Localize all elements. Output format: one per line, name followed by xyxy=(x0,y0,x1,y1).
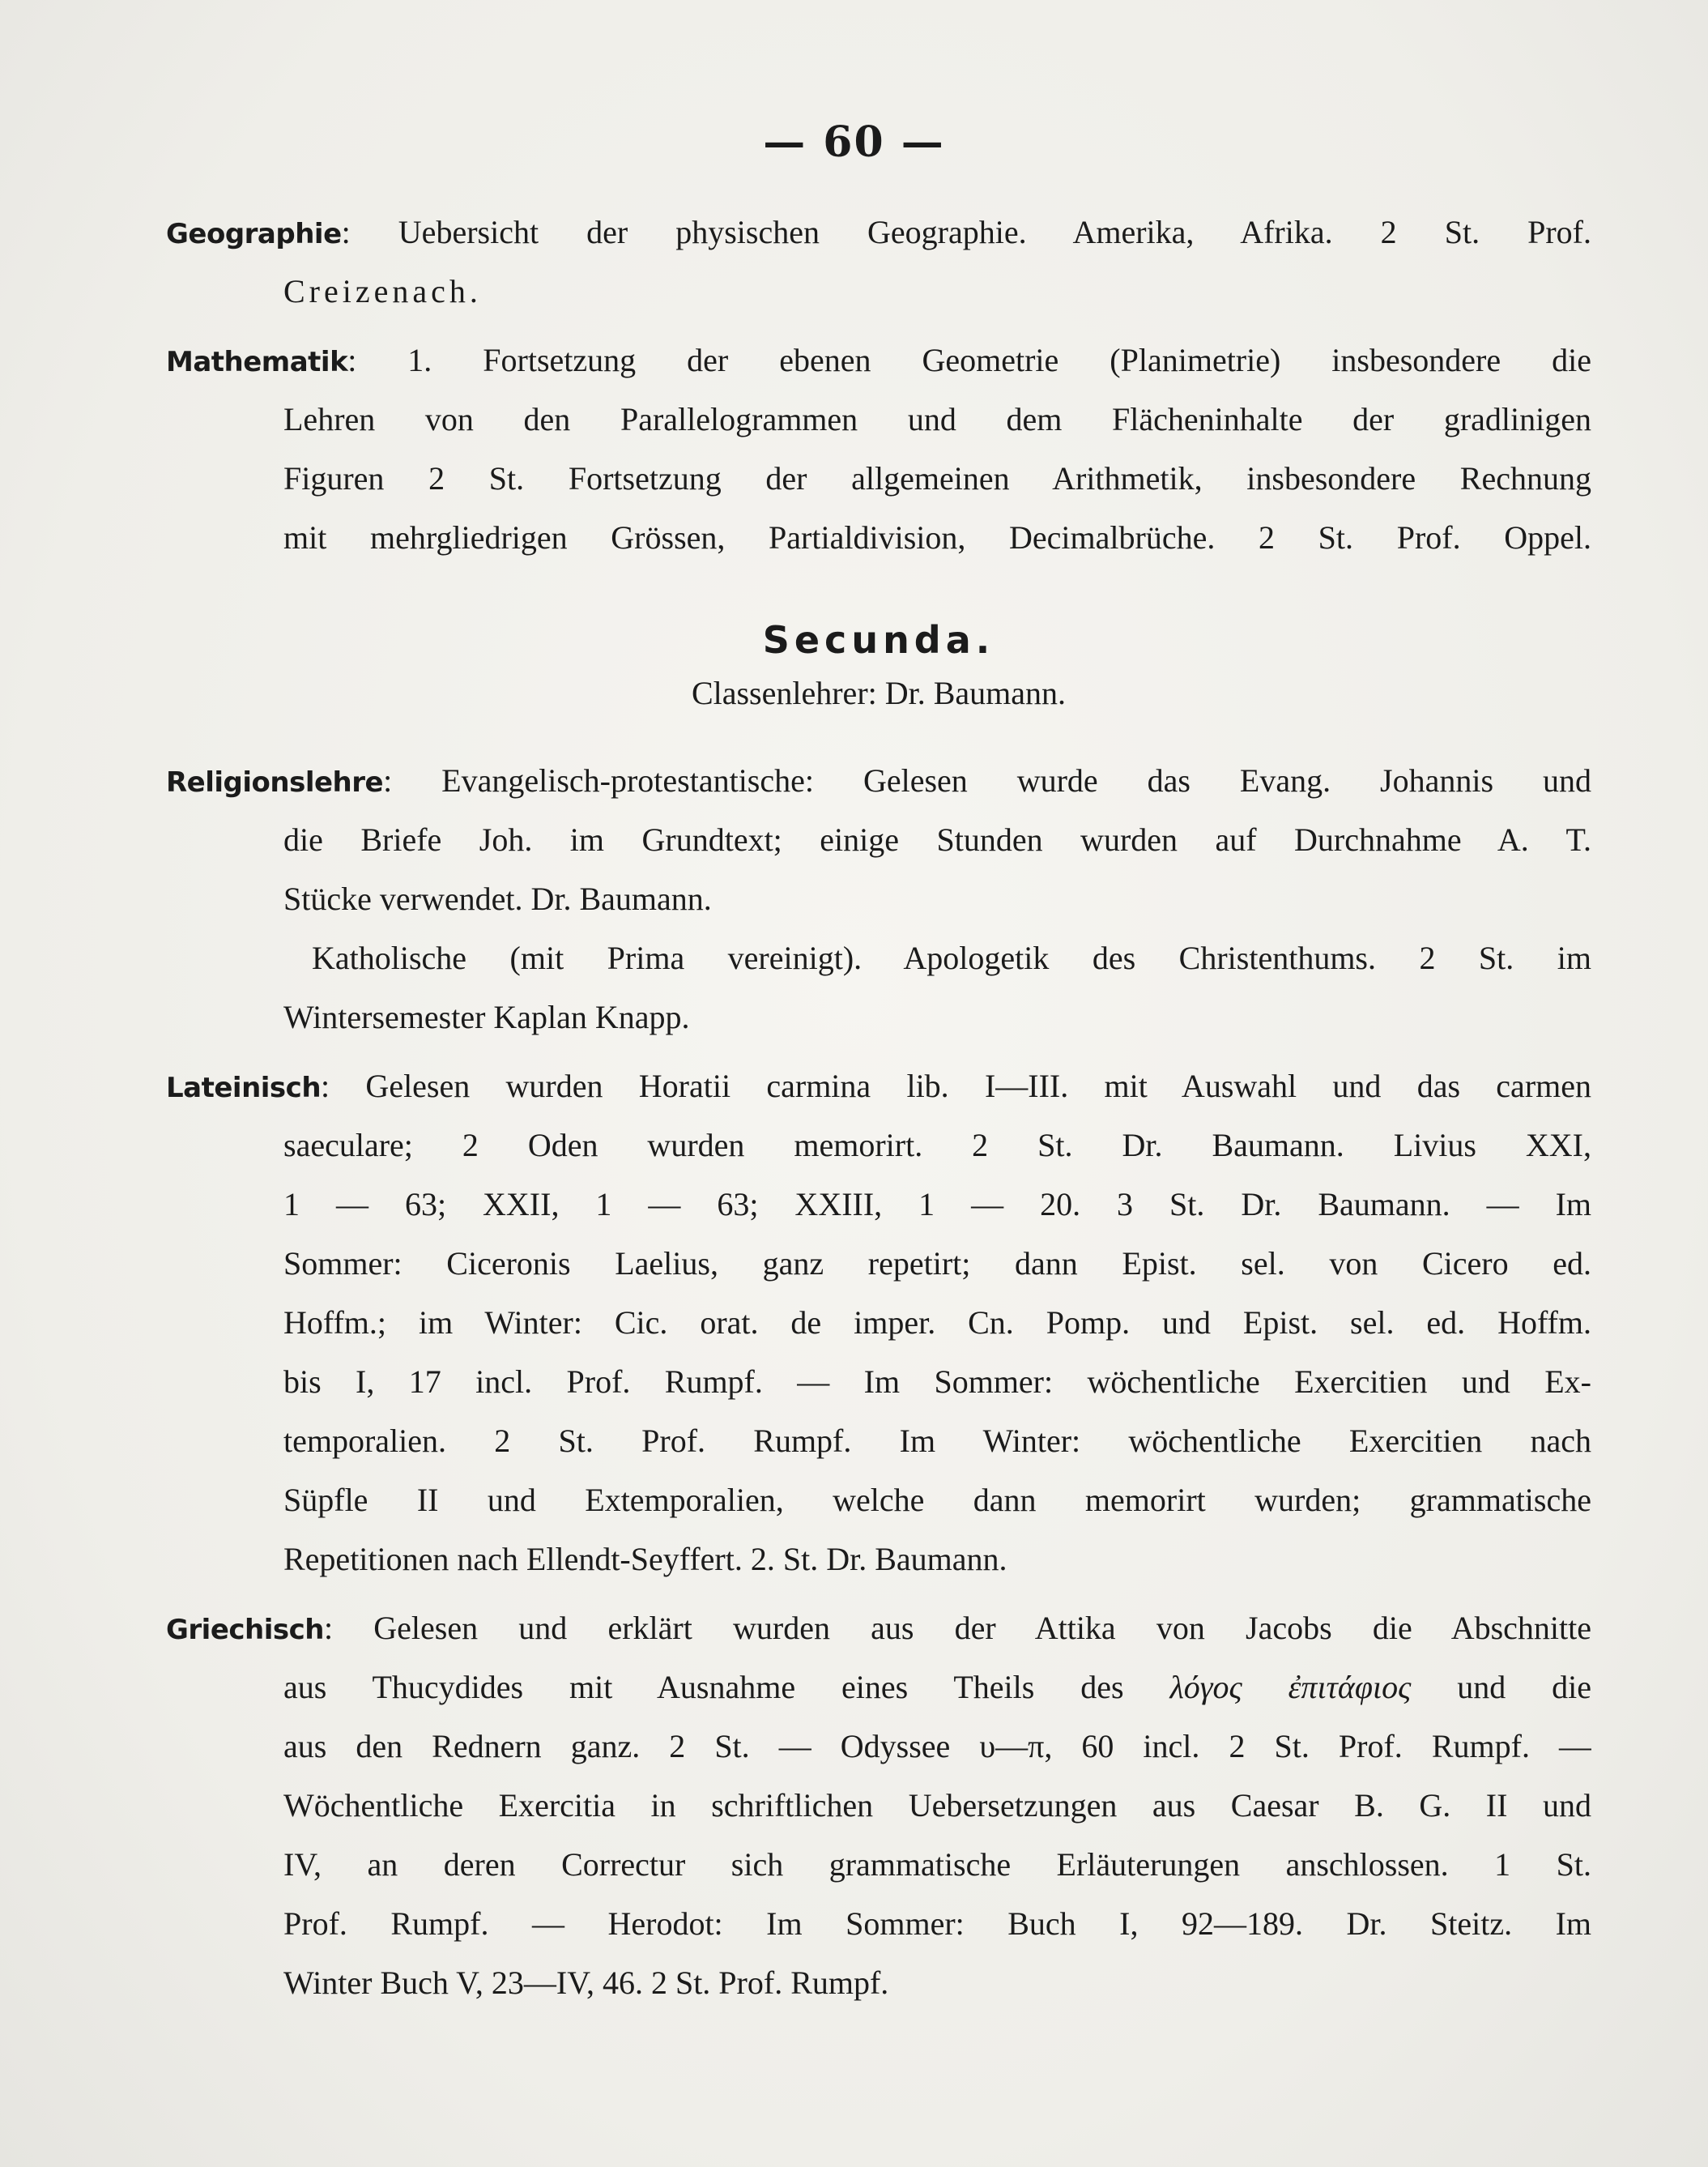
text-line: temporalien. 2 St. Prof. Rumpf. Im Winter: wöchentliche Exercitien nach xyxy=(283,1423,1591,1459)
section-latein xyxy=(166,1056,1591,1589)
text-line: Sommer: Ciceronis Laelius, ganz repetirt; dann Epist. sel. von Cicero ed. xyxy=(283,1245,1591,1282)
section-mathematik xyxy=(166,331,1591,567)
text-line: Hoffm.; im Winter: Cic. orat. de imper. Cn. Pomp. und Epist. sel. ed. Hoffm. xyxy=(283,1304,1591,1341)
section-title: Secunda. xyxy=(762,618,995,662)
text-line xyxy=(166,331,1591,390)
text-line xyxy=(166,1657,1591,1717)
text-span: : Gelesen und erklärt wurden aus der Attika von Jacobs die Abschnitte xyxy=(324,1610,1591,1646)
text-line: Creizenach. xyxy=(283,273,482,309)
text-line: Lehren von den Parallelogrammen und dem Flächeninhalte der gradlinigen xyxy=(283,401,1591,437)
subject-label: Griechisch xyxy=(166,1614,324,1646)
page-number: — 60 — xyxy=(763,117,945,167)
text-line: Wöchentliche Exercitia in schriftlichen Uebersetzungen aus Caesar B. G. II und xyxy=(283,1787,1591,1824)
text-span: : Evangelisch-protestantische: Gelesen wurde das Evang. Johannis und xyxy=(383,762,1591,799)
text-line: aus den Rednern ganz. 2 St. — Odyssee υ—π, 60 incl. 2 St. Prof. Rumpf. — xyxy=(283,1728,1591,1764)
text-line: Wintersemester Kaplan Knapp. xyxy=(283,999,690,1035)
text-line: mit mehrgliedrigen Grössen, Partialdivision, Decimalbrüche. 2 St. Prof. Oppel. xyxy=(283,519,1591,556)
text-line: Prof. Rumpf. — Herodot: Im Sommer: Buch I, 92—189. Dr. Steitz. Im xyxy=(283,1905,1591,1942)
greek-text: λόγος ἐπιτάφιος xyxy=(1169,1669,1412,1705)
section-geographie xyxy=(166,203,1591,321)
section-griechisch xyxy=(166,1598,1591,2012)
text-line: Figuren 2 St. Fortsetzung der allgemeinen Arithmetik, insbesondere Rechnung xyxy=(283,460,1591,497)
secunda-heading xyxy=(166,612,1591,719)
text-line: saeculare; 2 Oden wurden memorirt. 2 St. Dr. Baumann. Livius XXI, xyxy=(283,1127,1591,1163)
text-span: und die xyxy=(1457,1669,1591,1705)
text-line: Winter Buch V, 23—IV, 46. 2 St. Prof. Rumpf. xyxy=(283,1964,889,2001)
text-line: Süpfle II und Extemporalien, welche dann memorirt wurden; grammatische xyxy=(283,1482,1591,1518)
section-religion xyxy=(166,751,1591,1047)
text-line: Katholische (mit Prima vereinigt). Apologetik des Christenthums. 2 St. im xyxy=(312,940,1591,976)
text-line: IV, an deren Correctur sich grammatische Erläuterungen anschlossen. 1 St. xyxy=(283,1846,1591,1883)
text-line xyxy=(166,203,1591,262)
text-span: : 1. Fortsetzung der ebenen Geometrie (Planimetrie) insbesondere die xyxy=(347,342,1591,378)
text-line: Stücke verwendet. Dr. Baumann. xyxy=(283,881,712,917)
page-content xyxy=(166,203,1591,2022)
text-line: Repetitionen nach Ellendt-Seyffert. 2. St. Dr. Baumann. xyxy=(283,1541,1007,1577)
subject-label: Mathematik xyxy=(166,346,348,378)
text-span: : Gelesen wurden Horatii carmina lib. I—III. mit Auswahl und das carmen xyxy=(321,1068,1591,1104)
classenlehrer: Classenlehrer: Dr. Baumann. xyxy=(691,675,1067,711)
text-line: 1 — 63; XXII, 1 — 63; XXIII, 1 — 20. 3 St. Dr. Baumann. — Im xyxy=(283,1186,1591,1222)
subject-label: Geographie xyxy=(166,218,342,250)
subject-label: Lateinisch xyxy=(166,1072,322,1104)
text-line xyxy=(166,751,1591,810)
text-line xyxy=(166,1598,1591,1657)
text-span: aus Thucydides mit Ausnahme eines Theils des xyxy=(283,1669,1124,1705)
text-span: : Uebersicht der physischen Geographie. Amerika, Afrika. 2 St. Prof. xyxy=(341,214,1591,250)
subject-label: Religionslehre xyxy=(166,766,384,799)
text-line: bis I, 17 incl. Prof. Rumpf. — Im Sommer: wöchentliche Exercitien und Ex- xyxy=(283,1363,1591,1400)
text-line: die Briefe Joh. im Grundtext; einige Stunden wurden auf Durchnahme A. T. xyxy=(283,821,1591,858)
text-line xyxy=(166,1056,1591,1115)
